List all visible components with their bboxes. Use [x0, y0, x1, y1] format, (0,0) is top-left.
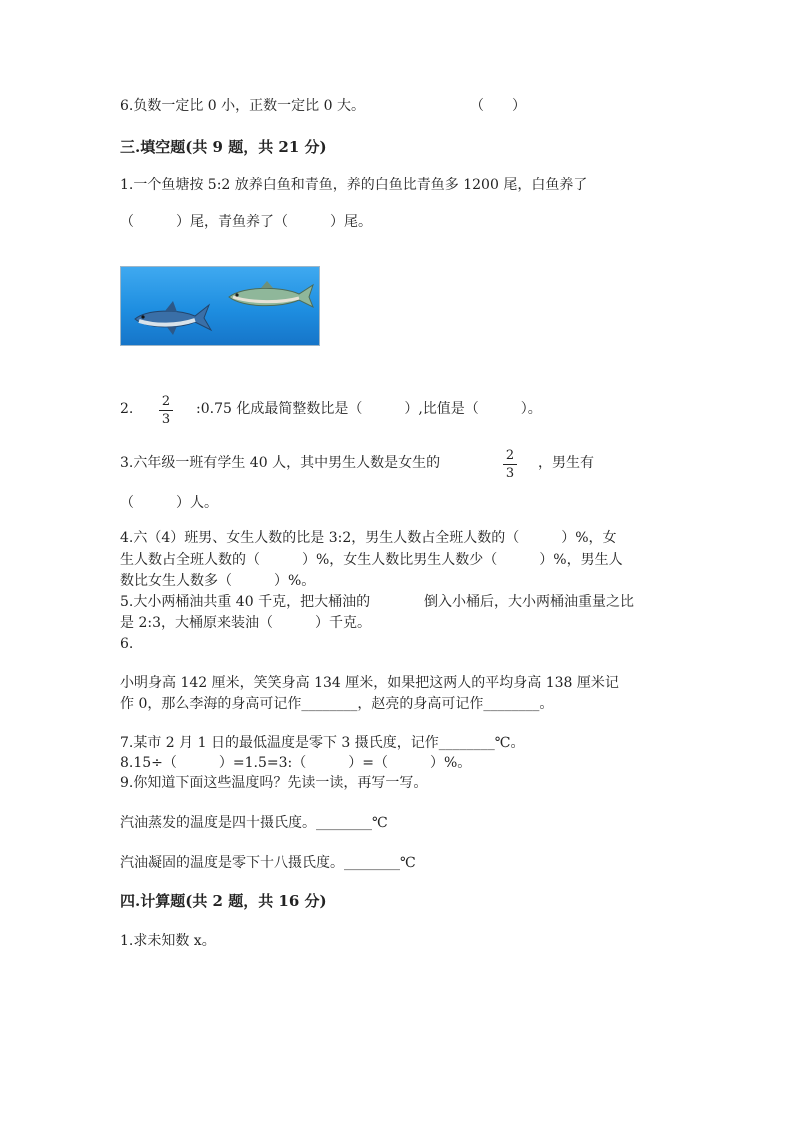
fill-q3-line2: （ ）人。 — [120, 495, 218, 511]
fill-q2-fraction — [159, 394, 173, 427]
fill-q7-text: 7.某市 2 月 1 日的最低温度是零下 3 摄氏度，记作________℃。 — [120, 735, 525, 751]
fill-q2-text: :0.75 化成最简整数比是（ ）,比值是（ ）。 — [196, 401, 542, 417]
fraction-numerator: 2 — [161, 394, 171, 409]
fill-q4-line1: 4.六（4）班男、女生人数的比是 3:2，男生人数占全班人数的（ ）%，女 — [120, 530, 617, 546]
fish-illustration — [121, 267, 319, 345]
fill-q9-text: 9.你知道下面这些温度吗？先读一读，再写一写。 — [120, 775, 428, 791]
fraction-bar — [503, 464, 517, 465]
fill-q3-text: 3.六年级一班有学生 40 人，其中男生人数是女生的 — [120, 455, 441, 471]
fraction-denominator: 3 — [505, 466, 515, 481]
fill-q9-line2: 汽油蒸发的温度是四十摄氏度。________℃ — [120, 815, 388, 831]
section-4-heading: 四.计算题(共 2 题，共 16 分) — [120, 892, 327, 910]
fill-q1-line1: 1.一个鱼塘按 5:2 放养白鱼和青鱼，养的白鱼比青鱼多 1200 尾，白鱼养了 — [120, 177, 588, 193]
fill-q2-number: 2. — [120, 401, 134, 417]
fill-q5-line2: 是 2:3，大桶原来装油（ ）千克。 — [120, 615, 371, 631]
fill-q1-line2: （ ）尾，青鱼养了（ ）尾。 — [120, 214, 372, 230]
fill-q4-line3: 数比女生人数多（ ）%。 — [120, 573, 316, 589]
fraction-denominator: 3 — [161, 412, 171, 427]
section-3-heading: 三.填空题(共 9 题，共 21 分) — [120, 138, 327, 156]
fill-q5-line1b: 倒入小桶后，大小两桶油重量之比 — [424, 594, 634, 610]
fill-q9-line3: 汽油凝固的温度是零下十八摄氏度。________℃ — [120, 855, 416, 871]
fill-q6-line2: 作 0，那么李海的身高可记作________，赵亮的身高可记作________。 — [120, 696, 554, 712]
green-fish-icon — [229, 281, 313, 307]
fill-q3-text-end: ，男生有 — [538, 455, 594, 471]
fill-q5-line1a: 5.大小两桶油共重 40 千克，把大桶油的 — [120, 594, 371, 610]
fill-q3-fraction — [503, 448, 517, 481]
judgment-q6-answer-paren[interactable]: （ ） — [470, 98, 526, 114]
fraction-numerator: 2 — [505, 448, 515, 463]
fish-pond-image — [120, 266, 320, 346]
fraction-bar — [159, 410, 173, 411]
judgment-q6-text: 6.负数一定比 0 小，正数一定比 0 大。 — [120, 98, 365, 114]
fill-q8-text: 8.15÷（ ）=1.5=3:（ ）=（ ）%。 — [120, 755, 472, 771]
fill-q6-number: 6. — [120, 636, 134, 652]
blue-fish-icon — [135, 301, 211, 335]
calc-q1-text: 1.求未知数 x。 — [120, 933, 216, 949]
fill-q6-line1: 小明身高 142 厘米，笑笑身高 134 厘米，如果把这两人的平均身高 138 厘米记 — [120, 675, 619, 691]
fill-q4-line2: 生人数占全班人数的（ ）%，女生人数比男生人数少（ ）%，男生人 — [120, 552, 623, 568]
